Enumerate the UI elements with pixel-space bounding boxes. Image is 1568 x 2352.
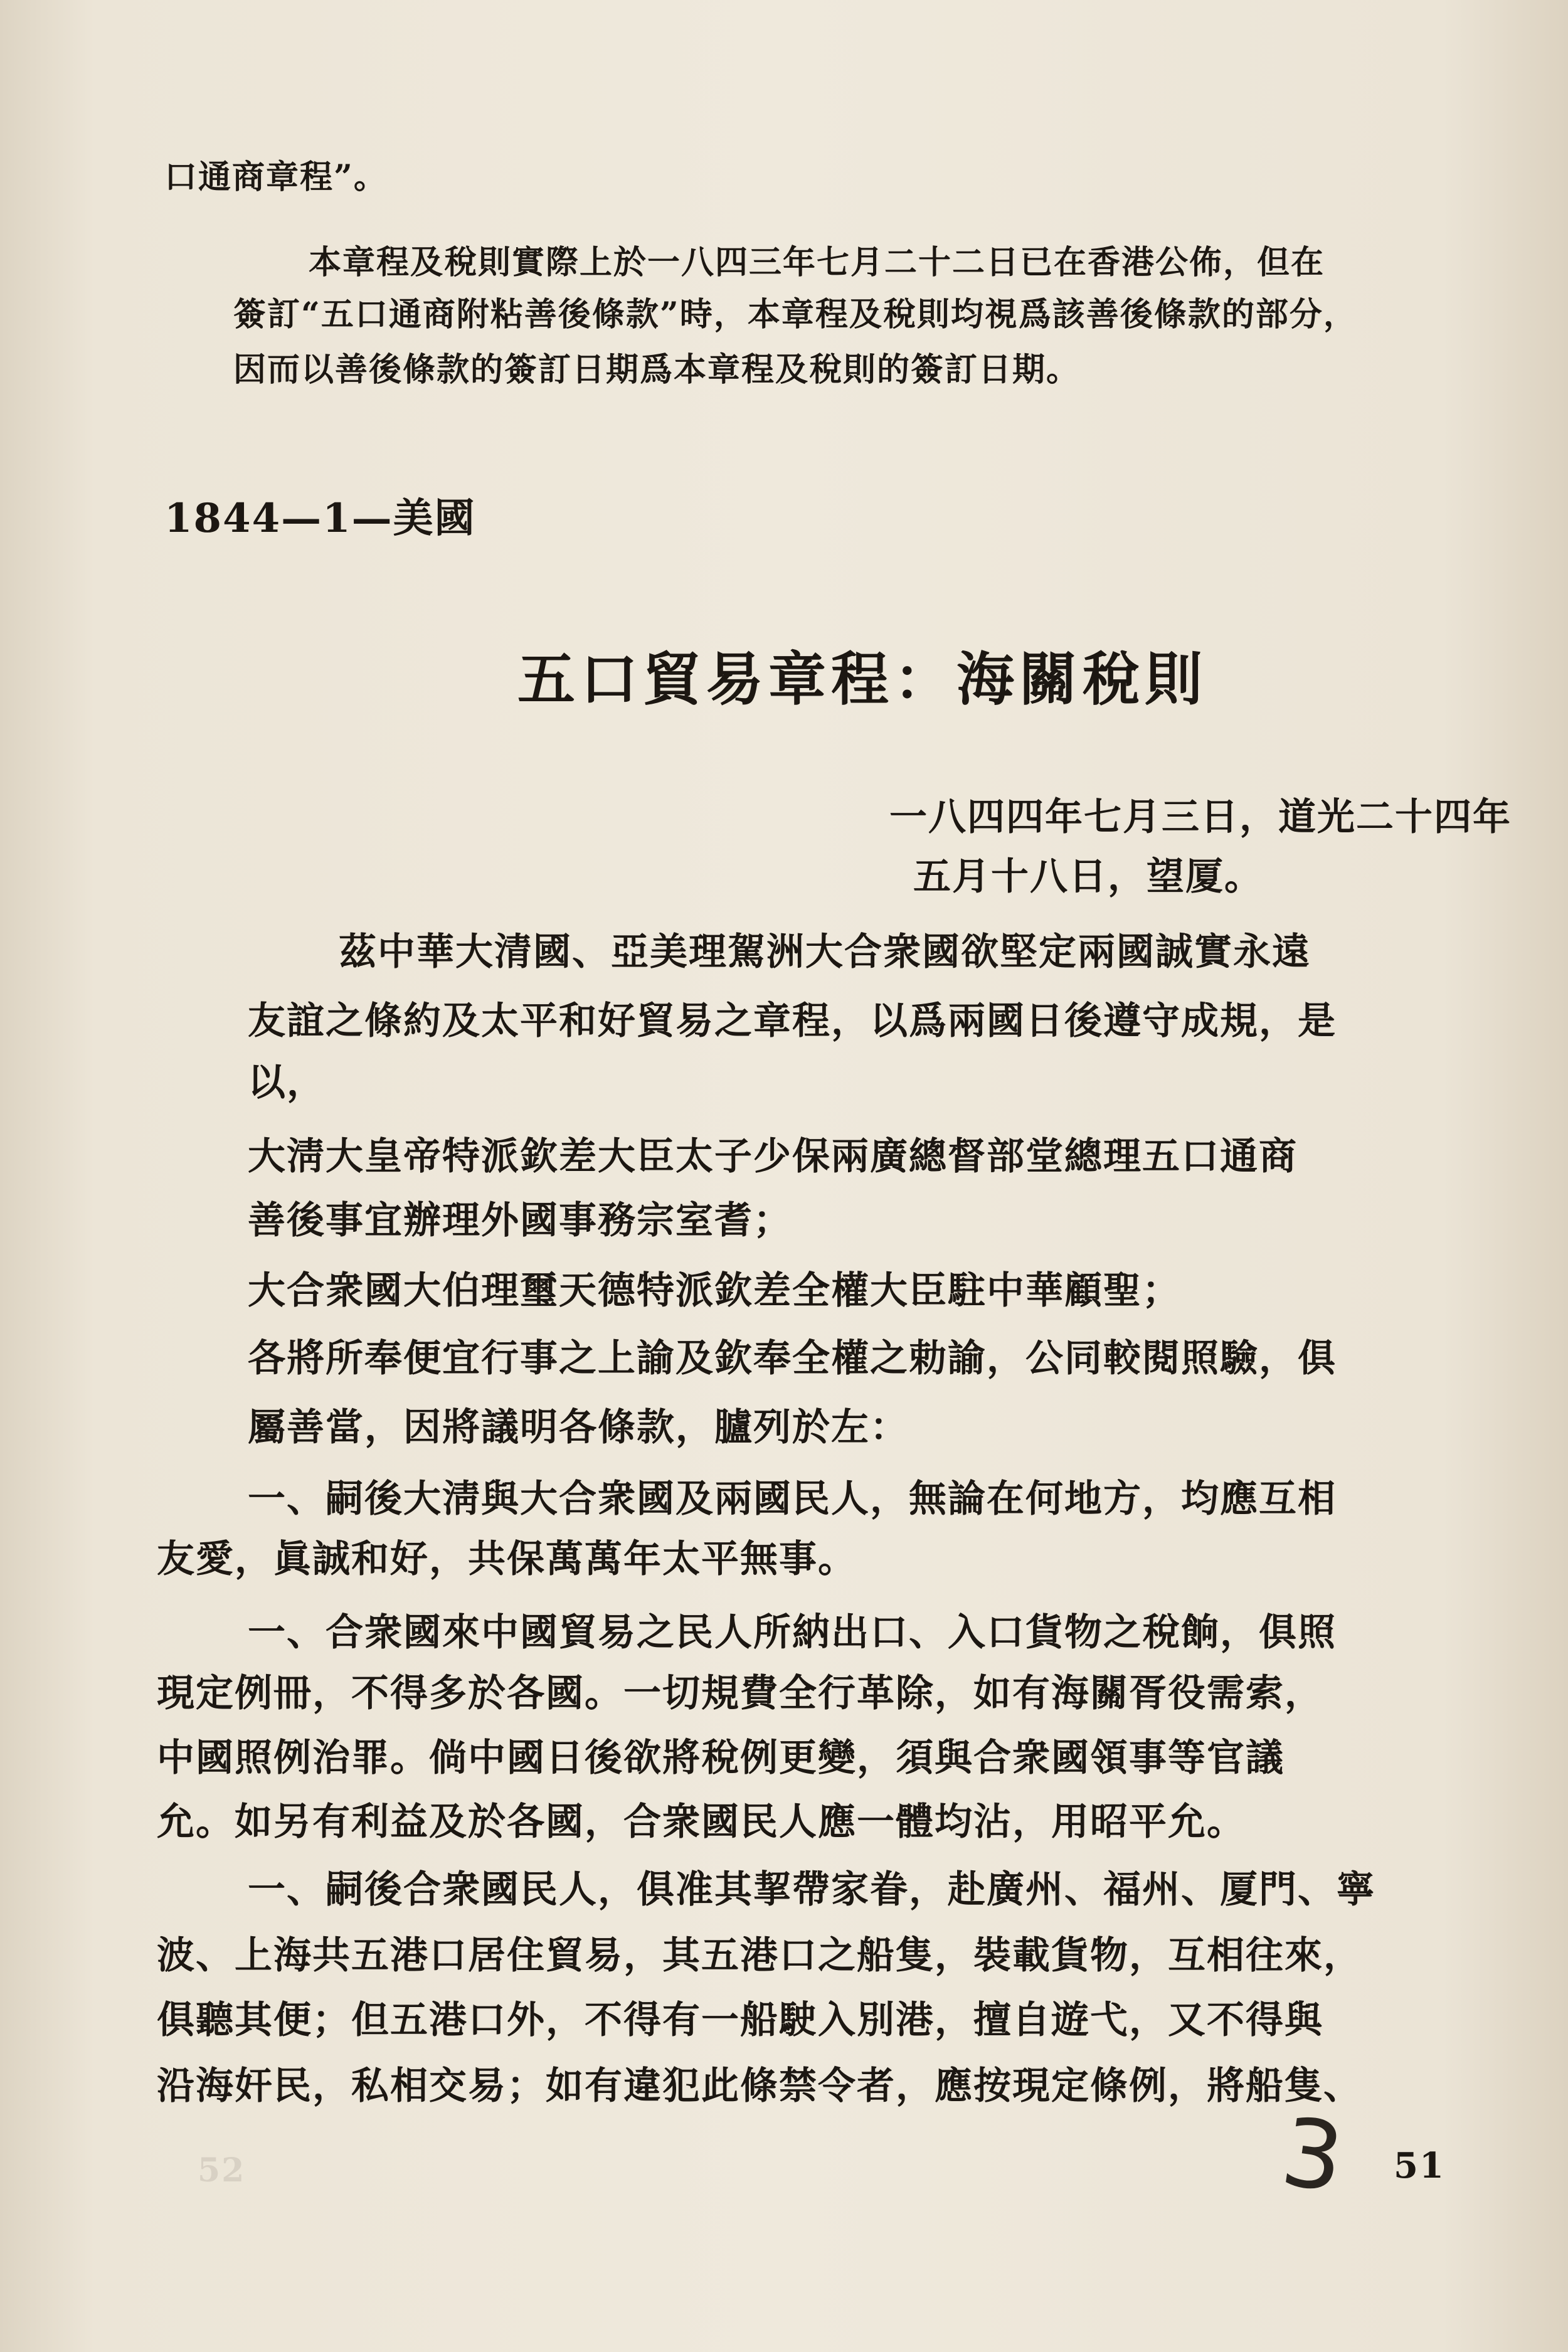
- body-line-12: 現定例冊，不得多於各國。一切規費全行革除，如有海關胥役需索，: [157, 1671, 1323, 1715]
- body-line-2: 友誼之條約及太平和好貿易之章程，以爲兩國日後遵守成規，是: [248, 999, 1337, 1043]
- body-line-10: 友愛，眞誠和好，共保萬萬年太平無事。: [157, 1537, 857, 1581]
- body-line-11: 一、合衆國來中國貿易之民人所納出口、入口貨物之稅餉，俱照: [248, 1611, 1337, 1655]
- body-line-8: 屬善當，因將議明各條款，臚列於左：: [248, 1406, 909, 1449]
- body-line-3: 以，: [248, 1061, 326, 1104]
- body-line-4: 大淸大皇帝特派欽差大臣太子少保兩廣總督部堂總理五口通商: [248, 1135, 1298, 1179]
- date-line-1: 一八四四年七月三日，道光二十四年: [889, 795, 1512, 839]
- section-heading: 1844—1—美國: [164, 495, 476, 542]
- body-line-9: 一、嗣後大淸與大合衆國及兩國民人，無論在何地方，均應互相: [248, 1477, 1337, 1521]
- handwritten-number: 3: [1275, 2097, 1352, 2214]
- body-line-15: 一、嗣後合衆國民人，俱准其挈帶家眷，赴廣州、福州、厦門、寧: [248, 1868, 1375, 1912]
- body-line-6: 大合衆國大伯理璽天德特派欽差全權大臣駐中華顧聖；: [248, 1269, 1181, 1313]
- page-number: 51: [1394, 2145, 1445, 2186]
- intro-line-2: 本章程及稅則實際上於一八四三年七月二十二日已在香港公佈，但在: [309, 243, 1325, 282]
- body-line-1: 茲中華大清國、亞美理駕洲大合衆國欲堅定兩國誠實永遠: [339, 930, 1311, 974]
- page-title: 五口貿易章程：海關稅則: [517, 645, 1208, 713]
- intro-line-3: 簽訂“五口通商附粘善後條款”時，本章程及稅則均視爲該善後條款的部分，: [233, 295, 1357, 334]
- body-line-17: 俱聽其便；但五港口外，不得有一船駛入別港，擅自遊弋，又不得與: [157, 1998, 1323, 2042]
- body-line-16: 波、上海共五港口居住貿易，其五港口之船隻，裝載貨物，互相往來，: [157, 1934, 1362, 1978]
- body-line-14: 允。如另有利益及於各國，合衆國民人應一體均沾，用昭平允。: [157, 1800, 1246, 1844]
- body-line-7: 各將所奉便宜行事之上諭及欽奉全權之勅諭，公同較閱照驗，俱: [248, 1337, 1337, 1380]
- intro-line-1: 口通商章程”。: [164, 158, 388, 196]
- body-line-5: 善後事宜辦理外國事務宗室耆；: [248, 1199, 792, 1242]
- body-line-13: 中國照例治罪。倘中國日後欲將稅例更變，須與合衆國領事等官議: [157, 1736, 1285, 1780]
- date-line-2: 五月十八日，望厦。: [913, 855, 1263, 899]
- bleed-page-number: 52: [198, 2151, 246, 2190]
- body-line-18: 沿海奸民，私相交易；如有違犯此條禁令者，應按現定條例，將船隻、: [157, 2064, 1362, 2108]
- intro-line-4: 因而以善後條款的簽訂日期爲本章程及稅則的簽訂日期。: [233, 351, 1081, 389]
